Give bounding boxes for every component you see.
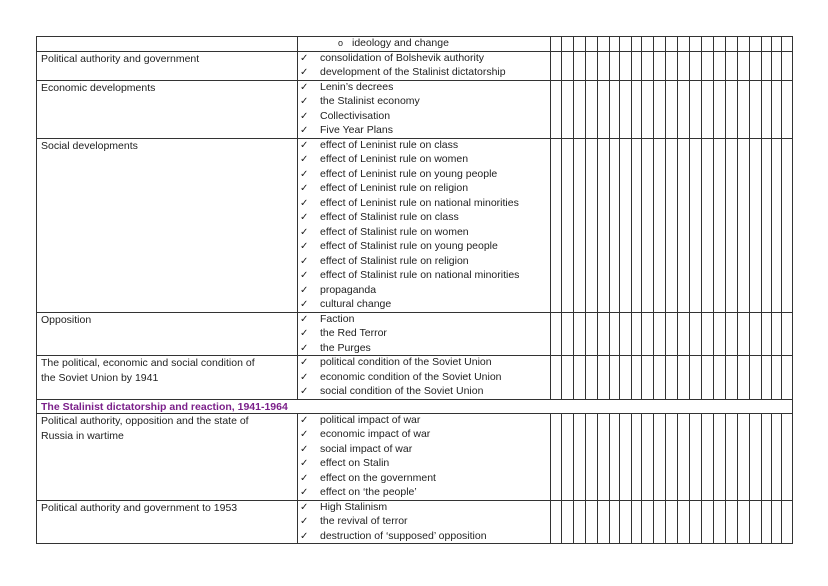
column-divider — [749, 36, 750, 399]
column-divider — [737, 36, 738, 399]
checklist-item — [300, 123, 393, 138]
checklist-item-label: the Stalinist economy — [320, 95, 420, 107]
checklist-item-label: effect of Stalinist rule on religion — [320, 254, 469, 267]
column-divider — [631, 413, 632, 544]
section-heading: The Stalinist dictatorship and reaction, 1941-1964 — [41, 400, 288, 413]
checklist-item-label: effect of Leninist rule on women — [320, 153, 469, 165]
column-divider — [737, 413, 738, 544]
checkmark-icon: ✓ — [300, 125, 309, 136]
checklist-item-label: effect of Leninist rule on religion — [320, 182, 469, 194]
column-divider — [761, 36, 762, 399]
topic-label — [41, 139, 291, 154]
checklist-item — [300, 384, 483, 399]
checklist-item — [300, 485, 417, 500]
topic-label — [41, 81, 291, 96]
checkmark-icon: ✓ — [300, 183, 309, 194]
column-divider — [573, 36, 574, 399]
checklist-item — [300, 268, 519, 283]
continuation-item — [300, 36, 449, 51]
checkmark-icon: ✓ — [300, 110, 309, 122]
checklist-item-label: effect of Leninist rule on young people — [320, 167, 498, 180]
checklist-item-label: Lenin’s decrees — [320, 80, 394, 93]
checklist-item-label: Collectivisation — [320, 109, 391, 122]
checkmark-icon: ✓ — [300, 81, 309, 93]
checklist-item — [300, 80, 393, 95]
checkmark-icon: ✓ — [300, 67, 309, 78]
checklist-item — [300, 225, 469, 240]
checklist-item — [300, 65, 506, 80]
checkmark-icon: ✓ — [300, 429, 309, 440]
checklist-item-label: consolidation of Bolshevik authority — [320, 51, 485, 64]
column-divider — [781, 36, 782, 399]
column-divider — [641, 413, 642, 544]
column-divider — [585, 413, 586, 544]
checkmark-icon: ✓ — [300, 241, 309, 252]
column-divider — [36, 36, 37, 544]
sub-bullet-icon: o — [338, 38, 344, 48]
column-divider — [792, 36, 793, 544]
column-divider — [297, 413, 298, 544]
checklist-item-label: propaganda — [320, 283, 377, 296]
checklist-item-label: effect of Stalinist rule on women — [320, 225, 469, 238]
column-divider — [665, 36, 666, 399]
column-divider — [631, 36, 632, 399]
column-divider — [573, 413, 574, 544]
checkmark-icon: ✓ — [300, 52, 309, 64]
checklist-item-label: effect of Stalinist rule on young people — [320, 240, 498, 252]
checkmark-icon: ✓ — [300, 168, 309, 180]
checklist-item — [300, 239, 498, 254]
checklist-item-label: cultural change — [320, 298, 392, 310]
checkmark-icon: ✓ — [300, 270, 309, 281]
column-divider — [597, 413, 598, 544]
column-divider — [561, 36, 562, 399]
topic-label — [41, 501, 291, 516]
column-divider — [653, 36, 654, 399]
checklist-item-label: social impact of war — [320, 442, 413, 455]
checkmark-icon: ✓ — [300, 313, 309, 325]
checklist-item-label: political condition of the Soviet Union — [320, 356, 492, 368]
checklist-item — [300, 167, 497, 182]
row-divider — [36, 543, 792, 544]
column-divider — [701, 36, 702, 399]
topic-label-line: Political authority, opposition and the state of — [41, 414, 249, 427]
column-divider — [597, 36, 598, 399]
checklist-item-label: development of the Stalinist dictatorship — [320, 66, 506, 78]
checkmark-icon: ✓ — [300, 96, 309, 107]
checkmark-icon: ✓ — [300, 328, 309, 339]
checkmark-icon: ✓ — [300, 357, 309, 368]
checklist-item — [300, 341, 371, 356]
topic-label — [41, 52, 291, 67]
column-divider — [725, 413, 726, 544]
checklist-item — [300, 283, 376, 298]
topic-label — [41, 414, 291, 444]
checklist-item — [300, 94, 420, 109]
column-divider — [641, 36, 642, 399]
checklist-item-label: social condition of the Soviet Union — [320, 385, 484, 397]
column-divider — [771, 413, 772, 544]
column-divider — [701, 413, 702, 544]
checklist-item — [300, 254, 469, 269]
topic-label-line: The political, economic and social condition of — [41, 357, 255, 369]
checklist-item-label: economic condition of the Soviet Union — [320, 370, 502, 383]
checkmark-icon: ✓ — [300, 414, 309, 426]
column-divider — [585, 36, 586, 399]
checklist-item-label: political impact of war — [320, 413, 421, 426]
checklist-item-label: High Stalinism — [320, 500, 388, 513]
checkmark-icon: ✓ — [300, 443, 309, 455]
checklist-item — [300, 210, 459, 225]
checkmark-icon: ✓ — [300, 255, 309, 267]
checkmark-icon: ✓ — [300, 342, 309, 354]
checklist-item-label: Faction — [320, 312, 355, 325]
checkmark-icon: ✓ — [300, 487, 309, 498]
checklist-item — [300, 312, 354, 327]
checklist-item — [300, 529, 487, 544]
checklist-item-label: effect of Stalinist rule on national minorities — [320, 269, 520, 281]
column-divider — [609, 36, 610, 399]
checklist-item-label: effect on the government — [320, 471, 436, 484]
checklist-item-label: destruction of ‘supposed’ opposition — [320, 529, 487, 542]
checkmark-icon: ✓ — [300, 458, 309, 469]
checklist-item-label: the revival of terror — [320, 515, 408, 527]
column-divider — [550, 36, 551, 399]
checklist-item-label: effect of Stalinist rule on class — [320, 211, 459, 223]
checkmark-icon: ✓ — [300, 530, 309, 542]
topic-label-line: Russia in wartime — [41, 429, 124, 442]
checkmark-icon: ✓ — [300, 226, 309, 238]
column-divider — [689, 413, 690, 544]
checklist-item — [300, 514, 408, 529]
checkmark-icon: ✓ — [300, 516, 309, 527]
checklist-item-label: effect on ‘the people’ — [320, 486, 417, 498]
checklist-item-label: Five Year Plans — [320, 124, 393, 136]
column-divider — [653, 413, 654, 544]
checklist-item — [300, 442, 412, 457]
checklist-item-label: the Purges — [320, 341, 371, 354]
column-divider — [609, 413, 610, 544]
column-divider — [781, 413, 782, 544]
checkmark-icon: ✓ — [300, 154, 309, 165]
column-divider — [713, 36, 714, 399]
checklist-item-label: effect of Leninist rule on national minorities — [320, 196, 519, 209]
topic-label — [41, 313, 291, 328]
checklist-item — [300, 500, 387, 515]
checklist-item — [300, 456, 389, 471]
checklist-item — [300, 51, 484, 66]
checkmark-icon: ✓ — [300, 386, 309, 397]
checklist-item — [300, 109, 390, 124]
topic-label-line: Political authority and government — [41, 52, 200, 65]
topic-label-line: Social developments — [41, 139, 138, 152]
checkmark-icon: ✓ — [300, 284, 309, 296]
column-divider — [771, 36, 772, 399]
checklist-item — [300, 326, 387, 341]
column-divider — [619, 36, 620, 399]
checklist-item — [300, 196, 519, 211]
topic-label-line: the Soviet Union by 1941 — [41, 372, 159, 384]
checklist-item — [300, 297, 391, 312]
checklist-item — [300, 355, 492, 370]
checklist-item-label: effect on Stalin — [320, 457, 390, 469]
column-divider — [297, 36, 298, 399]
topic-label-line: Economic developments — [41, 81, 156, 94]
checklist-item — [300, 471, 436, 486]
checklist-item — [300, 370, 502, 385]
column-divider — [677, 36, 678, 399]
column-divider — [550, 413, 551, 544]
column-divider — [713, 413, 714, 544]
checkmark-icon: ✓ — [300, 472, 309, 484]
checkmark-icon: ✓ — [300, 299, 309, 310]
column-divider — [689, 36, 690, 399]
column-divider — [677, 413, 678, 544]
column-divider — [665, 413, 666, 544]
checkmark-icon: ✓ — [300, 501, 309, 513]
checklist-item-label: effect of Leninist rule on class — [320, 138, 459, 151]
topic-label — [41, 356, 291, 386]
checklist-item — [300, 138, 458, 153]
checklist-item — [300, 152, 468, 167]
checkmark-icon: ✓ — [300, 371, 309, 383]
topic-label-line: Political authority and government to 1953 — [41, 501, 238, 514]
checklist-item — [300, 413, 420, 428]
column-divider — [749, 413, 750, 544]
checklist-item-label: economic impact of war — [320, 428, 431, 440]
column-divider — [761, 413, 762, 544]
checkmark-icon: ✓ — [300, 139, 309, 151]
topic-label-line: Opposition — [41, 313, 92, 326]
checkmark-icon: ✓ — [300, 197, 309, 209]
column-divider — [725, 36, 726, 399]
checklist-item — [300, 181, 468, 196]
continuation-item-label: ideology and change — [352, 37, 449, 49]
checklist-item — [300, 427, 430, 442]
checklist-item-label: the Red Terror — [320, 327, 387, 339]
checkmark-icon: ✓ — [300, 212, 309, 223]
column-divider — [561, 413, 562, 544]
column-divider — [619, 413, 620, 544]
